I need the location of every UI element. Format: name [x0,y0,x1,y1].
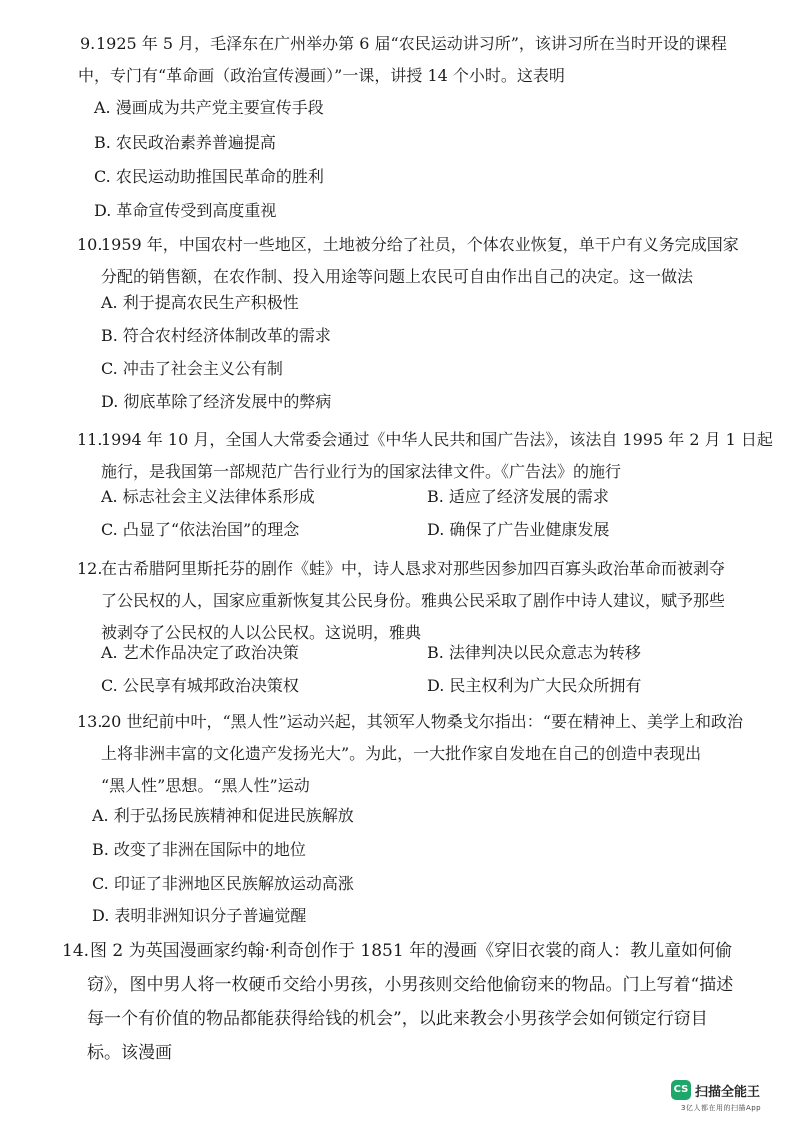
watermark-tagline: 3亿人都在用的扫描App [681,1104,762,1112]
option-a: A. 艺术作品决定了政治决策 [101,643,299,662]
stem-line: 1925 年 5 月，毛泽东在广州举办第 6 届“农民运动讲习所”，该讲习所在当时开设的课程 [96,34,727,53]
stem-line: 施行，是我国第一部规范广告行业行为的国家法律文件。《广告法》的施行 [101,462,622,481]
watermark-name: 扫描全能王 [695,1085,761,1100]
stem-line: 1994 年 10 月，全国人大常委会通过《中华人民共和国广告法》，该法自 1995 年 2 月 1 日起 [101,430,773,449]
option-a: A. 标志社会主义法律体系形成 [101,487,315,506]
option-c: C. 冲击了社会主义公有制 [101,359,283,378]
option-b: B. 法律判决以民众意志为转移 [427,643,641,662]
question-stem [0,424,793,488]
stem-line: 上将非洲丰富的文化遗产发扬光大”。为此，一大批作家自发地在自己的创造中表现出 [101,744,702,763]
question-stem [0,28,793,92]
question-stem [0,229,793,293]
question-12 [0,553,793,695]
question-10 [0,229,793,411]
option-a: A. 漫画成为共产党主要宣传手段 [94,98,324,117]
question-number: 14. [62,941,90,961]
option-d: D. 革命宣传受到高度重视 [94,201,277,220]
question-stem [0,934,793,1070]
stem-line: 被剥夺了公民权的人以公民权。这说明，雅典 [101,623,422,642]
question-number: 13. [77,712,103,731]
option-b: B. 适应了经济发展的需求 [427,487,609,506]
stem-line: 在古希腊阿里斯托芬的剧作《蛙》中，诗人恳求对那些因参加四百寡头政治革命而被剥夺 [101,559,726,578]
question-number: 10. [77,235,103,254]
option-d: D. 民主权利为广大民众所拥有 [427,676,642,695]
option-b: B. 改变了非洲在国际中的地位 [92,840,306,859]
question-number: 12. [77,559,103,578]
question-stem [0,553,793,649]
option-c: C. 公民享有城邦政治决策权 [101,676,299,695]
question-11 [0,424,793,539]
question-13 [0,706,793,925]
question-number: 9. [80,34,96,53]
stem-line: 中，专门有“革命画（政治宣传漫画）”一课，讲授 14 个小时。这表明 [78,66,565,85]
stem-line: 标。该漫画 [87,1043,172,1063]
option-b: B. 符合农村经济体制改革的需求 [101,326,331,345]
option-d: D. 彻底革除了经济发展中的弊病 [101,392,332,411]
option-a: A. 利于提高农民生产积极性 [101,293,299,312]
question-stem [0,706,793,802]
camscanner-logo-icon: CS [671,1080,691,1100]
stem-line: 窃》，图中男人将一枚硬币交给小男孩，小男孩则交给他偷窃来的物品。门上写着“描述 [87,975,734,995]
stem-line: 1959 年，中国农村一些地区，土地被分给了社员，个体农业恢复，单干户有义务完成国家 [101,235,739,254]
option-a: A. 利于弘扬民族精神和促进民族解放 [92,806,354,825]
stem-line: 分配的销售额，在农作制、投入用途等问题上农民可自由作出自己的决定。这一做法 [101,267,694,286]
stem-line: “黑人性”思想。“黑人性”运动 [101,776,310,795]
option-c: C. 印证了非洲地区民族解放运动高涨 [92,874,354,893]
option-c: C. 农民运动助推国民革命的胜利 [94,167,324,186]
option-c: C. 凸显了“依法治国”的理念 [101,520,300,539]
option-d: D. 表明非洲知识分子普遍觉醒 [92,906,307,925]
stem-line: 了公民权的人，国家应重新恢复其公民身份。雅典公民采取了剧作中诗人建议，赋予那些 [101,591,726,610]
stem-line: 图 2 为英国漫画家约翰·利奇创作于 1851 年的漫画《穿旧衣裳的商人：教儿童如何偷 [90,941,733,961]
stem-line: 20 世纪前中叶，“黑人性”运动兴起，其领军人物桑戈尔指出：“要在精神上、美学上和政治 [101,712,743,731]
stem-line: 每一个有价值的物品都能获得给钱的机会”，以此来教会小男孩学会如何锁定行窃目 [87,1009,708,1029]
scanner-watermark [669,1079,779,1115]
question-number: 11. [77,430,103,449]
question-14 [0,934,793,1070]
question-9 [0,28,793,220]
option-d: D. 确保了广告业健康发展 [427,520,610,539]
option-b: B. 农民政治素养普遍提高 [94,133,276,152]
